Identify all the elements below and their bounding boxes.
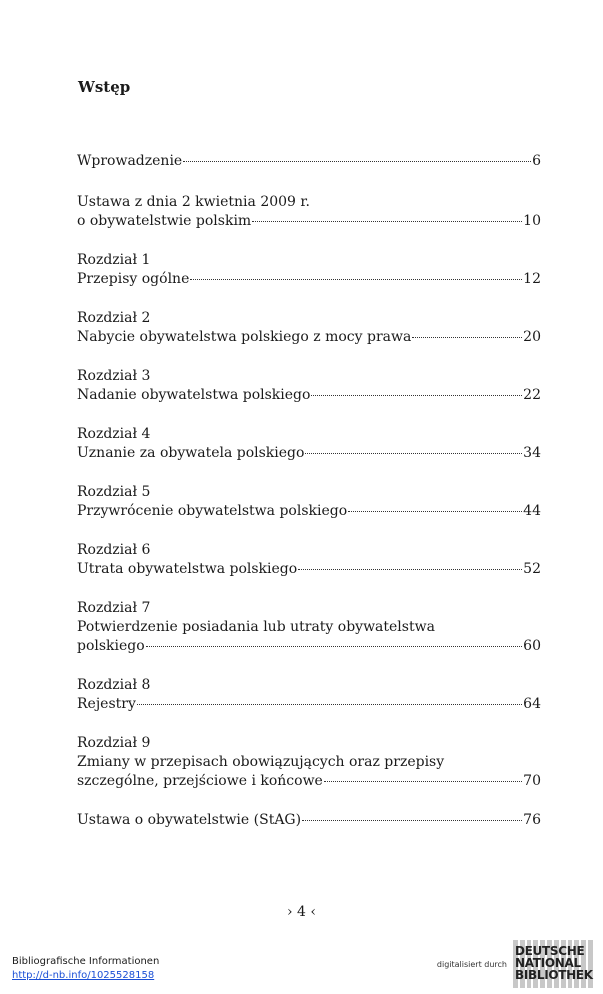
toc-entry	[77, 734, 541, 791]
dot-leader	[137, 704, 522, 705]
bibliographic-info-label: Bibliografische Informationen	[12, 956, 160, 967]
dot-leader	[305, 453, 522, 454]
toc-page-number: 70	[523, 773, 541, 789]
digitized-by-label: digitalisiert durch	[436, 959, 507, 969]
toc-line: Rozdział 8	[77, 677, 151, 693]
toc-line: Ustawa z dnia 2 kwietnia 2009 r.	[77, 194, 311, 210]
toc-entry-title: Ustawa o obywatelstwie (StAG)	[77, 812, 302, 828]
dot-leader	[190, 279, 522, 280]
toc-page-number: 64	[523, 696, 541, 712]
toc-entry	[77, 193, 541, 231]
toc-page-number: 6	[532, 153, 541, 169]
dot-leader	[146, 646, 522, 647]
toc-page-number: 10	[523, 213, 541, 229]
toc-page-number: 76	[523, 812, 541, 828]
toc-entry	[77, 152, 541, 171]
toc-line: Rozdział 2	[77, 310, 151, 326]
toc-line: Rozdział 5	[77, 484, 151, 500]
dnb-logo	[513, 940, 593, 988]
toc-entry	[77, 309, 541, 347]
toc-line: Zmiany w przepisach obowiązujących oraz przepisy	[77, 754, 445, 770]
toc-entry	[77, 367, 541, 405]
toc-page-number: 52	[523, 561, 541, 577]
toc-entry-title: szczególne, przejściowe i końcowe	[77, 773, 323, 789]
dot-leader	[302, 820, 522, 821]
toc-entry	[77, 425, 541, 463]
toc-entry-title: Nabycie obywatelstwa polskiego z mocy prawa	[77, 329, 412, 345]
toc-entry-title: Utrata obywatelstwa polskiego	[77, 561, 298, 577]
toc-entry	[77, 251, 541, 289]
toc-line: Rozdział 4	[77, 426, 151, 442]
toc-entry-title: Wprowadzenie	[77, 153, 183, 169]
dot-leader	[252, 221, 522, 222]
toc-entry	[77, 483, 541, 521]
toc-entry-title: o obywatelstwie polskim	[77, 213, 252, 229]
toc-chapter-label: Rozdział 7	[77, 600, 151, 616]
dot-leader	[324, 781, 522, 782]
bibliographic-info	[12, 955, 159, 983]
toc-line: Potwierdzenie posiadania lub utraty obywatelstwa	[77, 619, 435, 635]
logo-line: DEUTSCHE	[515, 944, 585, 958]
toc-page-number: 60	[523, 638, 541, 654]
toc-entry	[77, 811, 541, 830]
toc-line: Rozdział 6	[77, 542, 151, 558]
toc-line: Rozdział 3	[77, 368, 151, 384]
toc-line: Rozdział 1	[77, 252, 151, 268]
toc-chapter-label: Rozdział 9	[77, 735, 151, 751]
toc-entry-title: Przywrócenie obywatelstwa polskiego	[77, 503, 348, 519]
toc-page-number: 12	[523, 271, 541, 287]
toc-entry-title: Przepisy ogólne	[77, 271, 190, 287]
toc-entry-title: Nadanie obywatelstwa polskiego	[77, 387, 311, 403]
toc-page-number: 20	[523, 329, 541, 345]
dot-leader	[412, 337, 522, 338]
page-number: › 4 ‹	[286, 904, 316, 920]
page-heading: Wstęp	[78, 78, 131, 96]
dot-leader	[311, 395, 522, 396]
dnb-credit	[437, 940, 593, 988]
bibliographic-info-link[interactable]: http://d-nb.info/1025528158	[12, 970, 155, 981]
logo-line: NATIONAL	[515, 956, 581, 970]
dot-leader	[298, 569, 522, 570]
toc-entry-title: Rejestry	[77, 696, 136, 712]
toc-entry-title: polskiego	[77, 638, 145, 654]
toc-entry	[77, 599, 541, 656]
toc-page-number: 44	[523, 503, 541, 519]
logo-line: BIBLIOTHEK	[515, 968, 593, 982]
dot-leader	[348, 511, 522, 512]
toc-entry	[77, 676, 541, 714]
toc-page-number: 34	[523, 445, 541, 461]
dot-leader	[183, 161, 531, 162]
toc-page-number: 22	[523, 387, 541, 403]
toc-entry-title: Uznanie za obywatela polskiego	[77, 445, 305, 461]
table-of-contents	[77, 152, 541, 830]
toc-entry	[77, 541, 541, 579]
